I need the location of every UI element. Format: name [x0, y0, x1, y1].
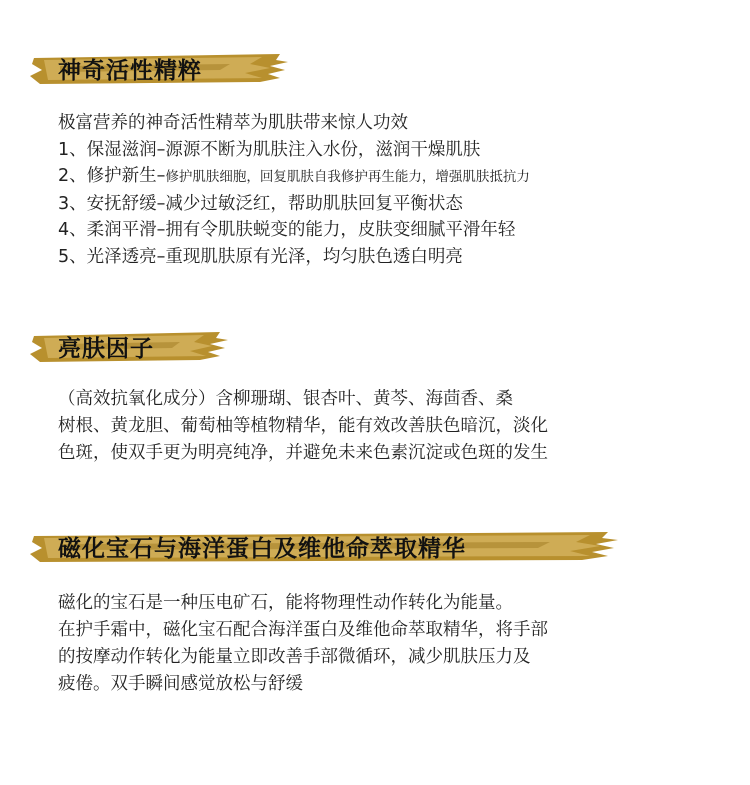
section3-heading	[30, 526, 620, 566]
paragraph-line: 疲倦。双手瞬间感觉放松与舒缓	[58, 674, 303, 694]
list-item: 2、修护新生–修护肌肤细胞，回复肌肤自我修护再生能力，增强肌肤抵抗力	[58, 166, 530, 186]
section2-title: 亮肤因子	[58, 335, 154, 362]
paragraph-line: 树根、黄龙胆、葡萄柚等植物精华，能有效改善肤色暗沉，淡化	[58, 416, 548, 436]
section1-title: 神奇活性精粹	[58, 57, 202, 84]
list-item: 3、安抚舒缓–减少过敏泛红，帮助肌肤回复平衡状态	[58, 193, 463, 214]
section1-intro: 极富营养的神奇活性精萃为肌肤带来惊人功效	[58, 113, 408, 133]
paragraph-line: 磁化的宝石是一种压电矿石，能将物理性动作转化为能量。	[58, 593, 513, 613]
list-item: 4、柔润平滑–拥有令肌肤蜕变的能力，皮肤变细腻平滑年轻	[58, 220, 516, 240]
section1-heading	[30, 48, 290, 88]
paragraph-line: 的按摩动作转化为能量立即改善手部微循环，减少肌肤压力及	[58, 647, 531, 667]
list-item: 5、光泽透亮–重现肌肤原有光泽，均匀肤色透白明亮	[58, 246, 463, 267]
section2-body	[58, 386, 658, 467]
paragraph-line: 在护手霜中，磁化宝石配合海洋蛋白及维他命萃取精华，将手部	[58, 620, 548, 640]
section3-body	[58, 590, 658, 698]
list-item: 1、保湿滋润–源源不断为肌肤注入水份，滋润干燥肌肤	[58, 139, 481, 160]
section1-body	[58, 110, 658, 270]
paragraph-line: 色斑，使双手更为明亮纯净，并避免未来色素沉淀或色斑的发生	[58, 443, 548, 463]
section2-heading	[30, 326, 230, 366]
section3-title: 磁化宝石与海洋蛋白及维他命萃取精华	[58, 535, 466, 562]
paragraph-line: （高效抗氧化成分）含柳珊瑚、银杏叶、黄芩、海茴香、桑	[58, 389, 513, 409]
